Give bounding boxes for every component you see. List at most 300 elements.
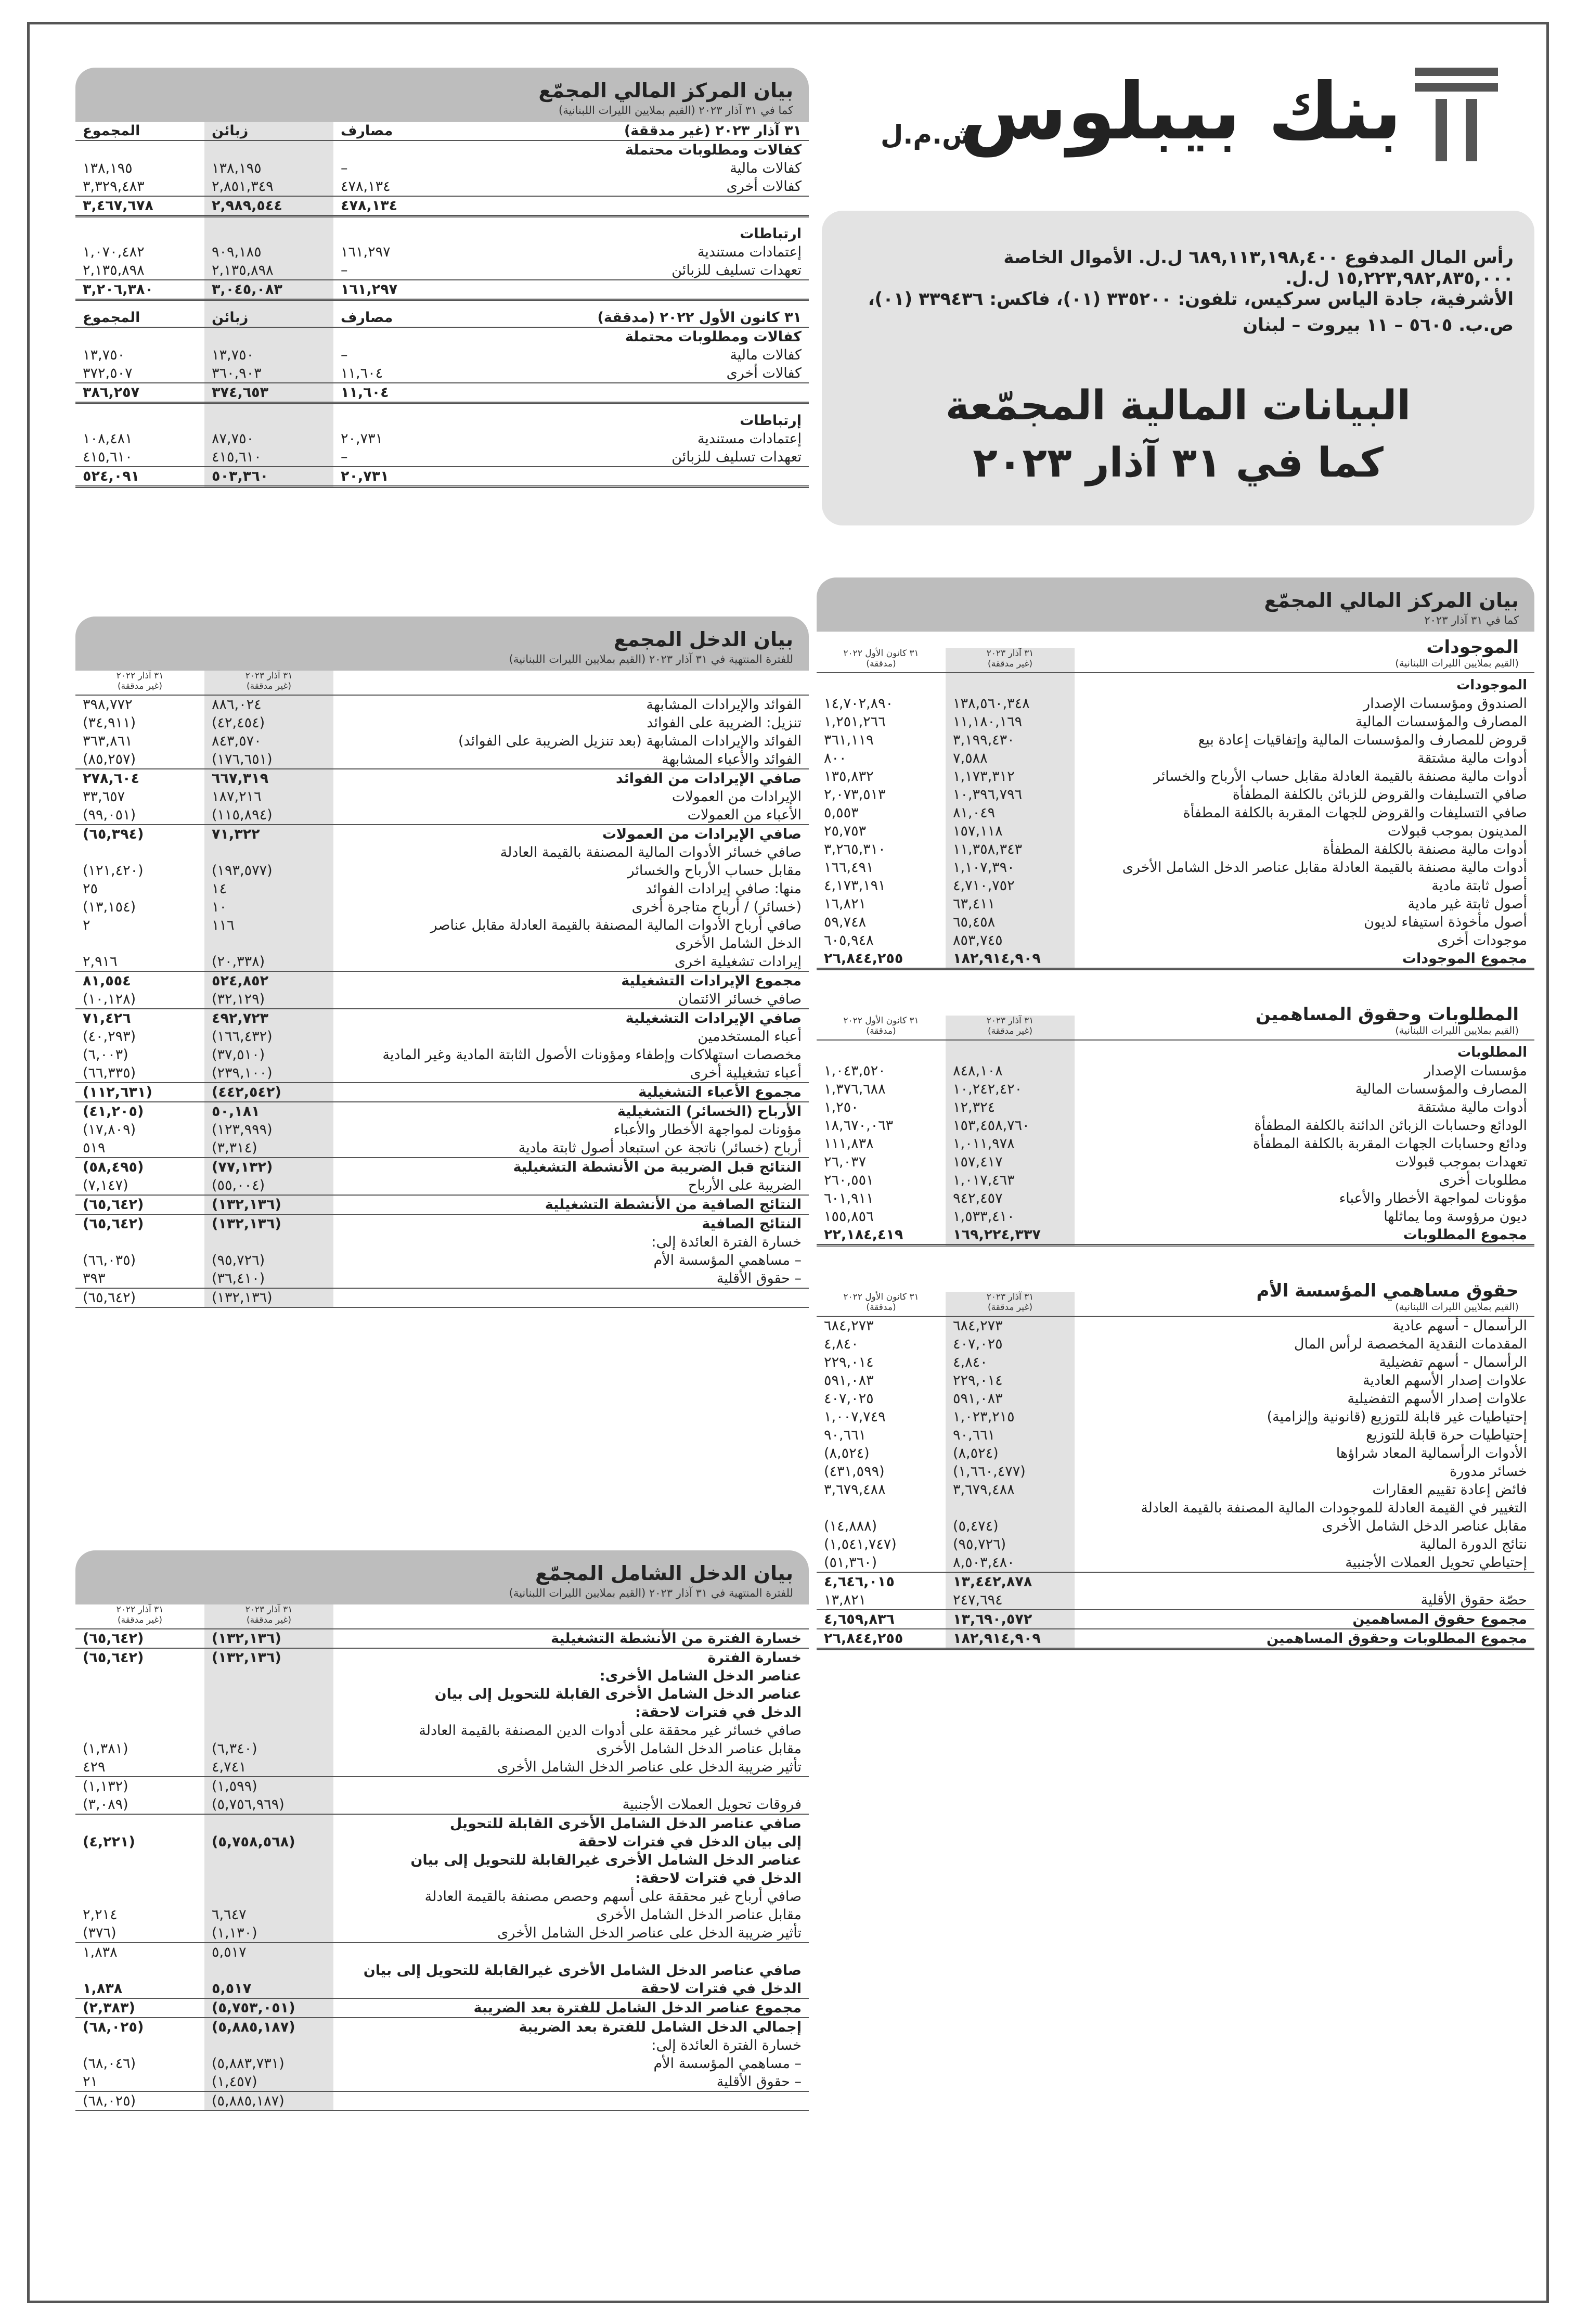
assets-value-prior: ٣٦١,١١٩ xyxy=(824,732,874,748)
inc-row xyxy=(75,696,809,714)
assets-heading xyxy=(1075,632,1534,672)
liab-value-current: ٨٤٨,١٠٨ xyxy=(946,1062,1075,1080)
oci-row xyxy=(75,1961,809,1980)
ob-customers: ٢,٨٥١,٣٤٩ xyxy=(204,177,333,196)
oci-row xyxy=(75,1943,809,1961)
inc-row xyxy=(75,1251,809,1269)
oci-title: بيان الدخل الشامل المجمّع xyxy=(535,1562,793,1585)
inc-label: تنزيل: الضريبة على الفوائد xyxy=(647,715,802,731)
assets-label: قروض للمصارف والمؤسسات المالية وإتفاقيات إعادة بيع xyxy=(1198,732,1527,748)
assets-row xyxy=(817,731,1534,749)
ob-customers xyxy=(204,403,333,430)
liab-row xyxy=(817,1041,1534,1062)
inc-value-current: ٥٠,١٨١ xyxy=(204,1102,333,1121)
inc-label: النتائج الصافية من الأنشطة التشغيلية xyxy=(333,1195,809,1214)
oci-label: صافي عناصر الدخل الشامل الأخرى القابلة للتحويل xyxy=(333,1814,809,1833)
ob-label xyxy=(452,280,809,300)
ob-row xyxy=(75,261,809,280)
inc-label: مقابل حساب الأرباح والخسائر xyxy=(627,863,802,879)
liab-label: تعهدات بموجب قبولات xyxy=(1395,1154,1527,1170)
oci-value-current xyxy=(204,1888,333,1906)
ob-banks: ١٦١,٢٩٧ xyxy=(341,244,391,260)
ob-total xyxy=(75,216,204,243)
equity-label: الأدوات الرأسمالية المعاد شراؤها xyxy=(1336,1445,1527,1461)
equity-value-current: ٤,٨٤٠ xyxy=(946,1353,1075,1371)
assets-row xyxy=(817,767,1534,786)
inc-value-current: ٥٢٤,٨٥٢ xyxy=(204,971,333,990)
ob-banks xyxy=(333,403,452,430)
inc-row xyxy=(75,1214,809,1233)
equity-label: مجموع المطلوبات وحقوق المساهمين xyxy=(1075,1629,1534,1649)
oci-label: إجمالي الدخل الشامل للفترة بعد الضريبة xyxy=(333,2018,809,2036)
oci-row xyxy=(75,1869,809,1888)
inc-label: أرباح (خسائر) ناتجة عن استبعاد أصول ثابتة مادية xyxy=(518,1140,802,1156)
equity-value-current xyxy=(946,1499,1075,1517)
equity-heading-text: حقوق مساهمي المؤسسة الأم xyxy=(1256,1280,1519,1301)
ob-customers: زبائن xyxy=(204,122,333,140)
ob-banks xyxy=(333,140,452,159)
equity-value-prior: ١,٠٠٧,٧٤٩ xyxy=(824,1409,886,1425)
inc-col-prior-line: ٣١ آذار ٢٠٢٢ xyxy=(116,671,164,681)
liab-label: المصارف والمؤسسات المالية xyxy=(1355,1081,1527,1097)
inc-label: مجموع الأعباء التشغيلية xyxy=(333,1083,809,1102)
equity-col-current-line: ٣١ آذار ٢٠٢٣ xyxy=(986,1292,1034,1302)
liab-row xyxy=(817,1208,1534,1226)
oci-label: الدخل في فترات لاحقة xyxy=(641,1981,802,1997)
oci-value-prior xyxy=(75,1888,204,1906)
equity-value-prior xyxy=(817,1499,946,1517)
inc-value-prior: (٨٥,٢٥٧) xyxy=(83,751,136,767)
oci-value-prior: (٣٧٦) xyxy=(83,1925,117,1941)
inc-value-prior: (١٧,٨٠٩) xyxy=(83,1122,136,1138)
ob-label: كفالات أخرى xyxy=(726,365,802,381)
oci-value-prior xyxy=(75,1722,204,1740)
oci-value-current: (٥,٧٥٨,٥٦٨) xyxy=(204,1833,333,1851)
off-balance-section xyxy=(75,68,809,488)
inc-label: الفوائد والأعباء المشابهة xyxy=(662,751,802,767)
equity-row xyxy=(817,1335,1534,1353)
ob-total: المجموع xyxy=(75,122,204,140)
ob-row xyxy=(75,140,809,159)
oci-value-prior: (٦٥,٦٤٢) xyxy=(75,1648,204,1667)
ob-total: ١٣٨,١٩٥ xyxy=(83,160,133,176)
bank-logo-icon xyxy=(1415,62,1498,166)
oci-row xyxy=(75,1629,809,1648)
oci-label: عناصر الدخل الشامل الأخرى غيرالقابلة للتحويل إلى بيان xyxy=(410,1852,802,1868)
equity-value-current: ٩٠,٦٦١ xyxy=(946,1426,1075,1444)
inc-value-current: (١٢٣,٩٩٩) xyxy=(204,1121,333,1139)
ob-label xyxy=(452,383,809,403)
assets-heading-text: الموجودات xyxy=(1426,637,1519,658)
ob-total: ٥٢٤,٠٩١ xyxy=(75,467,204,487)
inc-label: صافي الإيرادات من العمولات xyxy=(333,825,809,843)
equity-label: خسائر مدورة xyxy=(1450,1463,1527,1480)
oci-value-prior: (١,٣٨١) xyxy=(83,1741,128,1757)
inc-label: أعباء تشغيلية أخرى xyxy=(690,1065,802,1081)
ob-row xyxy=(75,430,809,448)
equity-value-prior: ٢٦,٨٤٤,٢٥٥ xyxy=(817,1629,946,1649)
equity-value-prior: ٤٠٧,٠٢٥ xyxy=(824,1391,874,1407)
liab-value-prior: ١١١,٨٣٨ xyxy=(824,1136,874,1152)
inc-value-prior: (١١٢,٦٣١) xyxy=(75,1083,204,1102)
assets-label: أصول ثابتة مادية xyxy=(1431,878,1527,894)
inc-value-prior: ٣٩٣ xyxy=(83,1270,106,1287)
assets-value-current: ٧,٥٨٨ xyxy=(946,749,1075,767)
ob-customers xyxy=(204,216,333,243)
assets-label: أدوات مالية مصنفة بالقيمة العادلة مقابل حساب الأرباح والخسائر xyxy=(1153,768,1527,785)
assets-table xyxy=(817,673,1534,970)
inc-value-current: (٤٤٢,٥٤٢) xyxy=(204,1083,333,1102)
inc-value-prior xyxy=(75,843,204,862)
liab-value-prior: ١٥٥,٨٥٦ xyxy=(824,1209,874,1225)
assets-value-current: ٦٥,٤٥٨ xyxy=(946,913,1075,931)
oci-row xyxy=(75,1685,809,1703)
equity-value-prior: ٩٠,٦٦١ xyxy=(824,1427,867,1443)
assets-value-prior: ١٦,٨٢١ xyxy=(824,896,867,912)
liab-table xyxy=(817,1041,1534,1247)
liab-value-current: ١,٥٣٣,٤١٠ xyxy=(946,1208,1075,1226)
liab-value-current: ٩٤٢,٤٥٧ xyxy=(946,1189,1075,1208)
inc-value-current: (١٩٣,٥٧٧) xyxy=(204,862,333,880)
ob-label: كفالات أخرى xyxy=(726,178,802,195)
equity-value-current: ٢٤٧,٦٩٤ xyxy=(946,1591,1075,1610)
inc-value-current: ١٠ xyxy=(204,898,333,916)
assets-label: أدوات مالية مشتقة xyxy=(1417,750,1527,766)
inc-label: مؤونات لمواجهة الأخطار والأعباء xyxy=(613,1122,802,1138)
bank-name: بنك بيبلوس xyxy=(959,67,1402,157)
liab-row xyxy=(817,1189,1534,1208)
equity-value-current: ١٣,٤٤٢,٨٧٨ xyxy=(946,1572,1075,1591)
assets-label: أصول مأخوذة استيفاء لديون xyxy=(1364,914,1527,930)
liab-col-current xyxy=(946,1016,1075,1039)
oci-row xyxy=(75,2073,809,2091)
oci-value-prior: (٦٨,٠٢٥) xyxy=(75,2018,204,2036)
ob-banks xyxy=(333,216,452,243)
equity-col-current xyxy=(946,1292,1075,1316)
oci-col-prior xyxy=(75,1604,204,1628)
ob-row xyxy=(75,327,809,346)
oci-row xyxy=(75,2036,809,2055)
oci-label: صافي خسائر غير محققة على أدوات الدين المصنفة بالقيمة العادلة xyxy=(419,1723,802,1739)
assets-value-prior: ٢٦,٨٤٤,٢٥٥ xyxy=(817,949,946,969)
liab-value-prior: ١,٣٧٦,٦٨٨ xyxy=(824,1081,886,1097)
assets-row xyxy=(817,786,1534,804)
ob-row xyxy=(75,122,809,140)
inc-col-prior xyxy=(75,671,204,695)
oci-colheads xyxy=(75,1604,809,1629)
assets-row xyxy=(817,858,1534,877)
inc-value-current xyxy=(204,843,333,862)
oci-value-current: (٥,٨٨٥,١٨٧) xyxy=(204,2091,333,2111)
inc-label: منها: صافي إيرادات الفوائد xyxy=(645,881,802,897)
inc-value-prior: ٣٩٨,٧٧٢ xyxy=(83,697,133,713)
inc-value-current: (٧٧,١٣٢) xyxy=(204,1158,333,1176)
oci-row xyxy=(75,1814,809,1833)
oci-row xyxy=(75,1722,809,1740)
equity-value-prior: (٨,٥٢٤) xyxy=(824,1445,870,1461)
oci-value-prior xyxy=(75,1869,204,1888)
inc-value-prior: (٤١,٢٠٥) xyxy=(75,1102,204,1121)
fp-title: بيان المركز المالي المجمّع xyxy=(1264,589,1519,612)
ob-row xyxy=(75,403,809,430)
ob-banks: ١٦١,٢٩٧ xyxy=(333,280,452,300)
inc-title: بيان الدخل المجمع xyxy=(613,628,793,651)
inc-value-current: (٩٥,٧٢٦) xyxy=(204,1251,333,1269)
oci-table xyxy=(75,1604,809,2111)
equity-row xyxy=(817,1353,1534,1371)
oci-header xyxy=(75,1550,809,1604)
liab-col-current-line: (غير مدققة) xyxy=(988,1026,1032,1036)
ob-banks: – xyxy=(341,449,348,465)
equity-label xyxy=(1075,1572,1534,1591)
assets-row xyxy=(817,713,1534,731)
report-date: كما في ٣١ آذار ٢٠٢٣ xyxy=(973,440,1384,486)
inc-row xyxy=(75,1269,809,1288)
ob-customers: ٢,٩٨٩,٥٤٤ xyxy=(204,196,333,216)
inc-row xyxy=(75,916,809,934)
inc-value-current: (١١٥,٨٩٤) xyxy=(204,806,333,825)
liab-heading xyxy=(1075,999,1534,1039)
inc-colheads xyxy=(75,671,809,696)
equity-value-current: ١٨٢,٩١٤,٩٠٩ xyxy=(946,1629,1075,1649)
oci-value-current: (٥,٨٨٣,٧٣١) xyxy=(204,2055,333,2073)
equity-value-prior: (٤٣١,٥٩٩) xyxy=(824,1463,885,1480)
assets-value-current: ١٨٢,٩١٤,٩٠٩ xyxy=(946,949,1075,969)
inc-row xyxy=(75,1158,809,1176)
ob-row xyxy=(75,383,809,403)
assets-label: المصارف والمؤسسات المالية xyxy=(1355,714,1527,730)
assets-value-current: ١٠,٣٩٦,٧٩٦ xyxy=(946,786,1075,804)
inc-value-current: (٣٧,٥١٠) xyxy=(204,1046,333,1064)
assets-col-current xyxy=(946,648,1075,672)
inc-row xyxy=(75,1028,809,1046)
inc-row xyxy=(75,714,809,732)
ob-label: تعهدات تسليف للزبائن xyxy=(671,449,802,465)
oci-value-prior xyxy=(75,1703,204,1722)
inc-row xyxy=(75,1176,809,1195)
ob-row xyxy=(75,280,809,300)
ob-label: ارتباطات xyxy=(740,226,802,242)
inc-table xyxy=(75,696,809,1308)
equity-label: علاوات إصدار الأسهم العادية xyxy=(1363,1372,1527,1389)
fp-subtitle: كما في ٣١ آذار ٢٠٢٣ xyxy=(1424,614,1519,626)
equity-value-prior: (١٤,٨٨٨) xyxy=(824,1518,877,1534)
liab-value-current: ١,٠١٧,٤٦٣ xyxy=(946,1171,1075,1189)
liab-value-current: ١,٠١١,٩٧٨ xyxy=(946,1135,1075,1153)
oci-value-prior xyxy=(75,1851,204,1869)
liab-value-prior: ١,٢٥٠ xyxy=(824,1099,859,1115)
oci-label: – حقوق الأقلية xyxy=(716,2074,802,2090)
off-balance-header xyxy=(75,68,809,122)
ob-total xyxy=(75,140,204,159)
equity-row xyxy=(817,1481,1534,1499)
liab-label: ديون مرؤوسة وما يماثلها xyxy=(1384,1209,1527,1225)
inc-label: مخصصات استهلاكات وإطفاء ومؤونات الأصول الثابتة المادية وغير المادية xyxy=(382,1047,802,1063)
equity-value-prior: ٣,٦٧٩,٤٨٨ xyxy=(824,1482,886,1498)
assets-value-prior: ٤,١٧٣,١٩١ xyxy=(824,878,886,894)
liab-row xyxy=(817,1135,1534,1153)
oci-value-current: (١٣٢,١٣٦) xyxy=(204,1648,333,1667)
equity-label: فائض إعادة تقييم العقارات xyxy=(1372,1482,1527,1498)
inc-row xyxy=(75,806,809,825)
equity-value-prior: ٤,٦٥٩,٨٣٦ xyxy=(817,1610,946,1629)
inc-label: أعباء المستخدمين xyxy=(697,1029,802,1045)
ob-subtitle: كما في ٣١ آذار ٢٠٢٣ (القيم بملايين الليرات اللبنانية) xyxy=(559,104,793,117)
oci-label: تأثير ضريبة الدخل على عناصر الدخل الشامل الأخرى xyxy=(497,1759,802,1775)
liab-value-current xyxy=(946,1041,1075,1062)
liab-value-current: ١٠,٢٤٢,٤٢٠ xyxy=(946,1080,1075,1098)
assets-label: الموجودات xyxy=(1456,677,1527,693)
assets-value-current: ١١,٣٥٨,٣٤٣ xyxy=(946,840,1075,858)
liab-col-prior-line: ٣١ كانون الأول ٢٠٢٢ xyxy=(843,1016,919,1026)
equity-col-prior-line: (مدققة) xyxy=(866,1302,896,1313)
equity-label: إحتياطي تحويل العملات الأجنبية xyxy=(1345,1555,1527,1571)
liab-row xyxy=(817,1062,1534,1080)
oci-label: فروقات تحويل العملات الأجنبية xyxy=(622,1796,802,1813)
oci-label: خسارة الفترة من الأنشطة التشغيلية xyxy=(551,1630,802,1647)
oci-value-current xyxy=(204,1722,333,1740)
oci-row xyxy=(75,2018,809,2036)
ob-total: ٣,٤٦٧,٦٧٨ xyxy=(75,196,204,216)
oci-row xyxy=(75,1924,809,1943)
oci-value-prior: (٦٨,٠٢٥) xyxy=(75,2091,204,2111)
inc-label: الأرباح (الخسائر) التشغيلية xyxy=(333,1102,809,1121)
inc-value-prior: (٩٩,٠٥١) xyxy=(83,807,136,823)
liab-row xyxy=(817,1171,1534,1189)
inc-value-prior: (٧,١٤٧) xyxy=(83,1177,128,1193)
income-table xyxy=(75,671,809,1308)
liab-col-prior-line: (مدققة) xyxy=(866,1026,896,1036)
inc-value-prior: (١٢١,٤٢٠) xyxy=(83,863,144,879)
assets-value-prior: ١,٢٥١,٢٦٦ xyxy=(824,714,886,730)
ob-table xyxy=(75,122,809,488)
equity-row xyxy=(817,1408,1534,1426)
assets-value-prior: ٢٥,٧٥٣ xyxy=(824,823,867,839)
oci-value-prior: ٢١ xyxy=(83,2074,98,2090)
liab-value-prior: ٦٠١,٩١١ xyxy=(824,1190,874,1206)
oci-value-prior xyxy=(75,1961,204,1980)
inc-label: صافي خسائر الأدوات المالية المصنفة بالقيمة العادلة xyxy=(500,844,802,861)
inc-value-current xyxy=(204,934,333,953)
liab-value-prior: ١,٠٤٣,٥٢٠ xyxy=(824,1063,886,1079)
financial-position-header xyxy=(817,577,1534,632)
assets-value-prior: ١٦٦,٤٩١ xyxy=(824,859,874,876)
inc-row xyxy=(75,1046,809,1064)
assets-value-current: ٨٥٣,٧٤٥ xyxy=(946,931,1075,949)
inc-label: الضريبة على الأرباح xyxy=(688,1177,802,1193)
ob-row xyxy=(75,177,809,196)
liab-unit: (القيم بملايين الليرات اللبنانية) xyxy=(1395,1025,1519,1036)
oci-label: مقابل عناصر الدخل الشامل الأخرى xyxy=(596,1907,802,1923)
liab-row xyxy=(817,1226,1534,1246)
ob-total: ٢,١٣٥,٨٩٨ xyxy=(83,262,145,278)
inc-label: صافي أرباح الأدوات المالية المصنفة بالقيمة العادلة مقابل عناصر xyxy=(430,917,802,933)
liab-label: المطلوبات xyxy=(1457,1045,1527,1060)
equity-col-current-line: (غير مدققة) xyxy=(988,1302,1032,1313)
ob-banks: – xyxy=(341,262,348,278)
oci-label: إلى بيان الدخل في فترات لاحقة xyxy=(578,1834,802,1850)
inc-value-prior xyxy=(75,934,204,953)
equity-row xyxy=(817,1517,1534,1535)
inc-value-current: (١٣٢,١٣٦) xyxy=(204,1288,333,1307)
inc-row xyxy=(75,990,809,1009)
oci-subtitle: للفترة المنتهية في ٣١ آذار ٢٠٢٣ (القيم بملايين الليرات اللبنانية) xyxy=(509,1587,793,1599)
ob-customers: ٥٠٣,٣٦٠ xyxy=(204,467,333,487)
inc-value-prior: (٦,٠٠٣) xyxy=(83,1047,128,1063)
assets-row xyxy=(817,949,1534,969)
equity-row xyxy=(817,1629,1534,1649)
inc-value-current: ٤٩٢,٧٢٣ xyxy=(204,1009,333,1028)
ob-customers: ٣٦٠,٩٠٣ xyxy=(204,364,333,383)
inc-label: إيرادات تشغيلية اخرى xyxy=(674,954,802,970)
ob-total: ١٣,٧٥٠ xyxy=(83,347,125,363)
liab-heading-text: المطلوبات وحقوق المساهمين xyxy=(1255,1004,1519,1025)
oci-row xyxy=(75,1648,809,1667)
inc-label: صافي الإيرادات من الفوائد xyxy=(333,769,809,788)
capital-line: رأس المال المدفوع ٦٨٩,١١٣,١٩٨,٤٠٠ ل.ل. الأموال الخاصة ١٥,٢٢٣,٩٨٢,٨٣٥,٠٠٠ ل.ل. xyxy=(1003,247,1514,289)
oci-row xyxy=(75,1777,809,1795)
ob-banks xyxy=(333,327,452,346)
equity-unit: (القيم بملايين الليرات اللبنانية) xyxy=(1395,1301,1519,1313)
liab-label: مؤونات لمواجهة الأخطار والأعباء xyxy=(1339,1190,1527,1206)
ob-label: تعهدات تسليف للزبائن xyxy=(671,262,802,278)
oci-row xyxy=(75,1667,809,1685)
oci-table xyxy=(75,1629,809,2111)
inc-value-current: (٢٣٩,١٠٠) xyxy=(204,1064,333,1083)
inc-row xyxy=(75,1139,809,1158)
oci-value-current: (١,٥٩٩) xyxy=(204,1777,333,1795)
oci-label: صافي عناصر الدخل الشامل الأخرى غيرالقابلة للتحويل إلى بيان xyxy=(363,1962,802,1979)
equity-col-prior-line: ٣١ كانون الأول ٢٠٢٢ xyxy=(843,1292,919,1302)
equity-value-prior: ١٣,٨٢١ xyxy=(824,1592,867,1608)
assets-col-prior-line: ٣١ كانون الأول ٢٠٢٢ xyxy=(843,648,919,659)
ob-label: كفالات مالية xyxy=(730,160,802,176)
inc-label: – حقوق الأقلية xyxy=(716,1270,802,1287)
equity-row xyxy=(817,1499,1534,1517)
inc-label: النتائج قبل الضريبة من الأنشطة التشغيلية xyxy=(333,1158,809,1176)
liab-label: ودائع وحسابات الجهات المقربة بالكلفة المطفأة xyxy=(1252,1136,1527,1152)
inc-value-current: (١٦٦,٤٣٢) xyxy=(204,1028,333,1046)
report-title: البيانات المالية المجمّعة xyxy=(945,382,1411,429)
inc-value-current: (٣,٣١٤) xyxy=(204,1139,333,1158)
assets-col-current-line: (غير مدققة) xyxy=(988,659,1032,669)
ob-customers: ٣٧٤,٦٥٣ xyxy=(204,383,333,403)
oci-row xyxy=(75,1758,809,1777)
inc-value-prior: ٣٣,٦٥٧ xyxy=(83,789,125,805)
assets-value-current: ١,١٠٧,٣٩٠ xyxy=(946,858,1075,877)
oci-label xyxy=(333,2091,809,2111)
liab-col-prior xyxy=(817,1016,946,1039)
oci-label: الدخل في فترات لاحقة: xyxy=(635,1704,802,1720)
inc-label: الإيرادات من العمولات xyxy=(671,789,802,805)
equity-row xyxy=(817,1553,1534,1572)
oci-value-prior xyxy=(75,1814,204,1833)
oci-label: عناصر الدخل الشامل الأخرى القابلة للتحويل إلى بيان xyxy=(434,1686,802,1702)
assets-value-current xyxy=(946,673,1075,695)
equity-value-current: ٨,٥٠٣,٤٨٠ xyxy=(946,1553,1075,1572)
equity-row xyxy=(817,1610,1534,1629)
assets-row xyxy=(817,804,1534,822)
ob-banks: – xyxy=(341,160,348,176)
inc-row xyxy=(75,898,809,916)
assets-value-prior: ٣,٢٦٥,٣١٠ xyxy=(824,841,886,857)
inc-row xyxy=(75,769,809,788)
liab-subheader xyxy=(817,999,1534,1041)
inc-row xyxy=(75,862,809,880)
ob-customers: ٣,٠٤٥,٠٨٣ xyxy=(204,280,333,300)
info-panel xyxy=(822,211,1534,525)
oci-label: صافي أرباح غير محققة على أسهم وحصص مصنفة بالقيمة العادلة xyxy=(424,1889,802,1905)
